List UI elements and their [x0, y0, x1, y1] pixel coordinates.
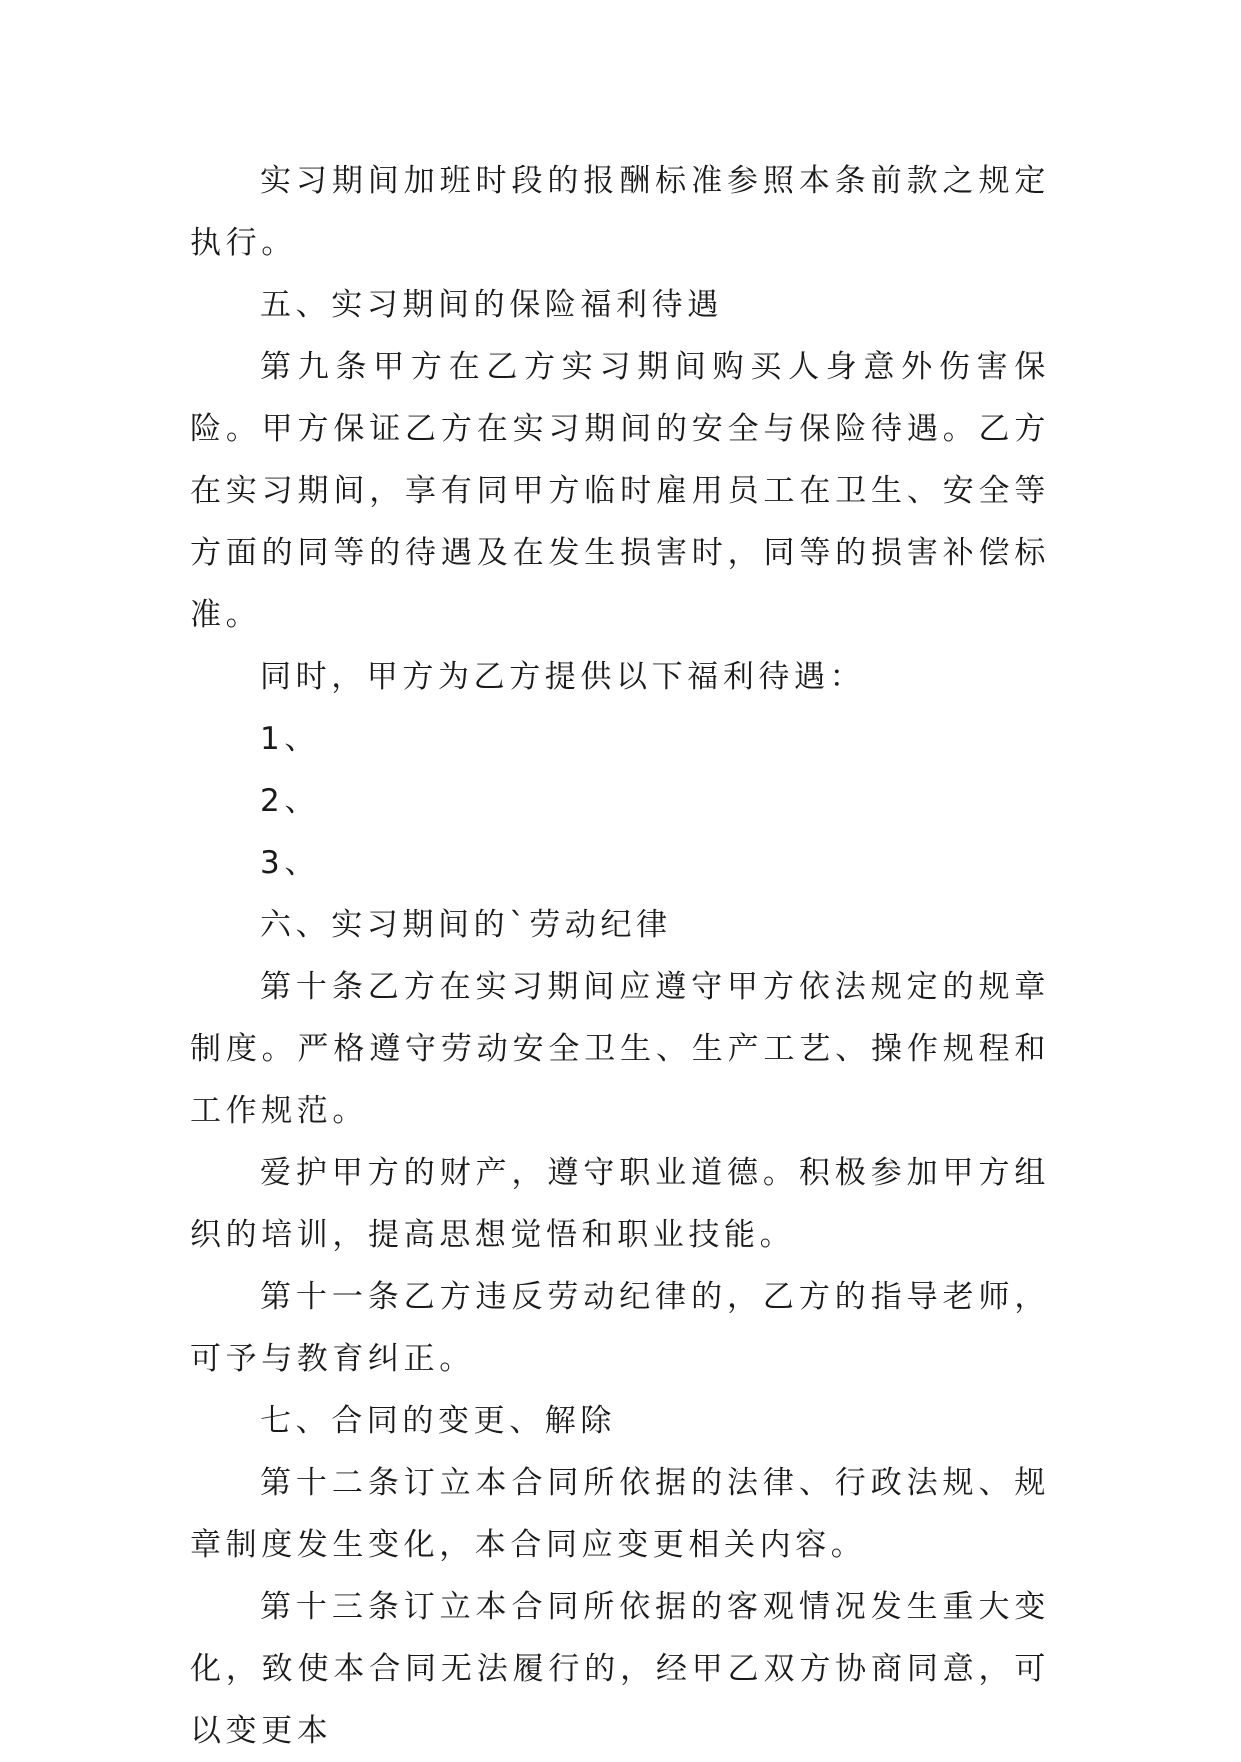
section-heading-insurance: 五、实习期间的保险福利待遇 — [260, 287, 723, 323]
list-item-3: 3、 — [260, 845, 320, 881]
paragraph-article-11: 第十一条乙方违反劳动纪律的，乙方的指导老师，可予与教育纠正。 — [190, 1279, 1050, 1377]
paragraph-overtime-pay: 实习期间加班时段的报酬标准参照本条前款之规定执行。 — [190, 163, 1050, 261]
list-item-2: 2、 — [260, 783, 320, 819]
paragraph-article-9: 第九条甲方在乙方实习期间购买人身意外伤害保险。甲方保证乙方在实习期间的安全与保险待遇。乙方在实习期间，享有同甲方临时雇用员工在卫生、安全等方面的同等的待遇及在发生损害时，同等的损害补偿标准。 — [190, 349, 1050, 633]
document-page — [190, 150, 1050, 1762]
paragraph-article-10: 第十条乙方在实习期间应遵守甲方依法规定的规章制度。严格遵守劳动安全卫生、生产工艺、操作规程和工作规范。 — [190, 969, 1050, 1129]
paragraph-protect-property: 爱护甲方的财产，遵守职业道德。积极参加甲方组织的培训，提高思想觉悟和职业技能。 — [190, 1155, 1050, 1253]
section-heading-contract-change: 七、合同的变更、解除 — [260, 1403, 616, 1439]
list-item-1: 1、 — [260, 721, 320, 757]
paragraph-article-12: 第十二条订立本合同所依据的法律、行政法规、规章制度发生变化，本合同应变更相关内容。 — [190, 1465, 1050, 1563]
paragraph-article-13: 第十三条订立本合同所依据的客观情况发生重大变化，致使本合同无法履行的，经甲乙双方协商同意，可以变更本 — [190, 1589, 1050, 1749]
paragraph-welfare-intro: 同时，甲方为乙方提供以下福利待遇： — [260, 659, 866, 695]
section-heading-discipline: 六、实习期间的`劳动纪律 — [260, 907, 672, 943]
